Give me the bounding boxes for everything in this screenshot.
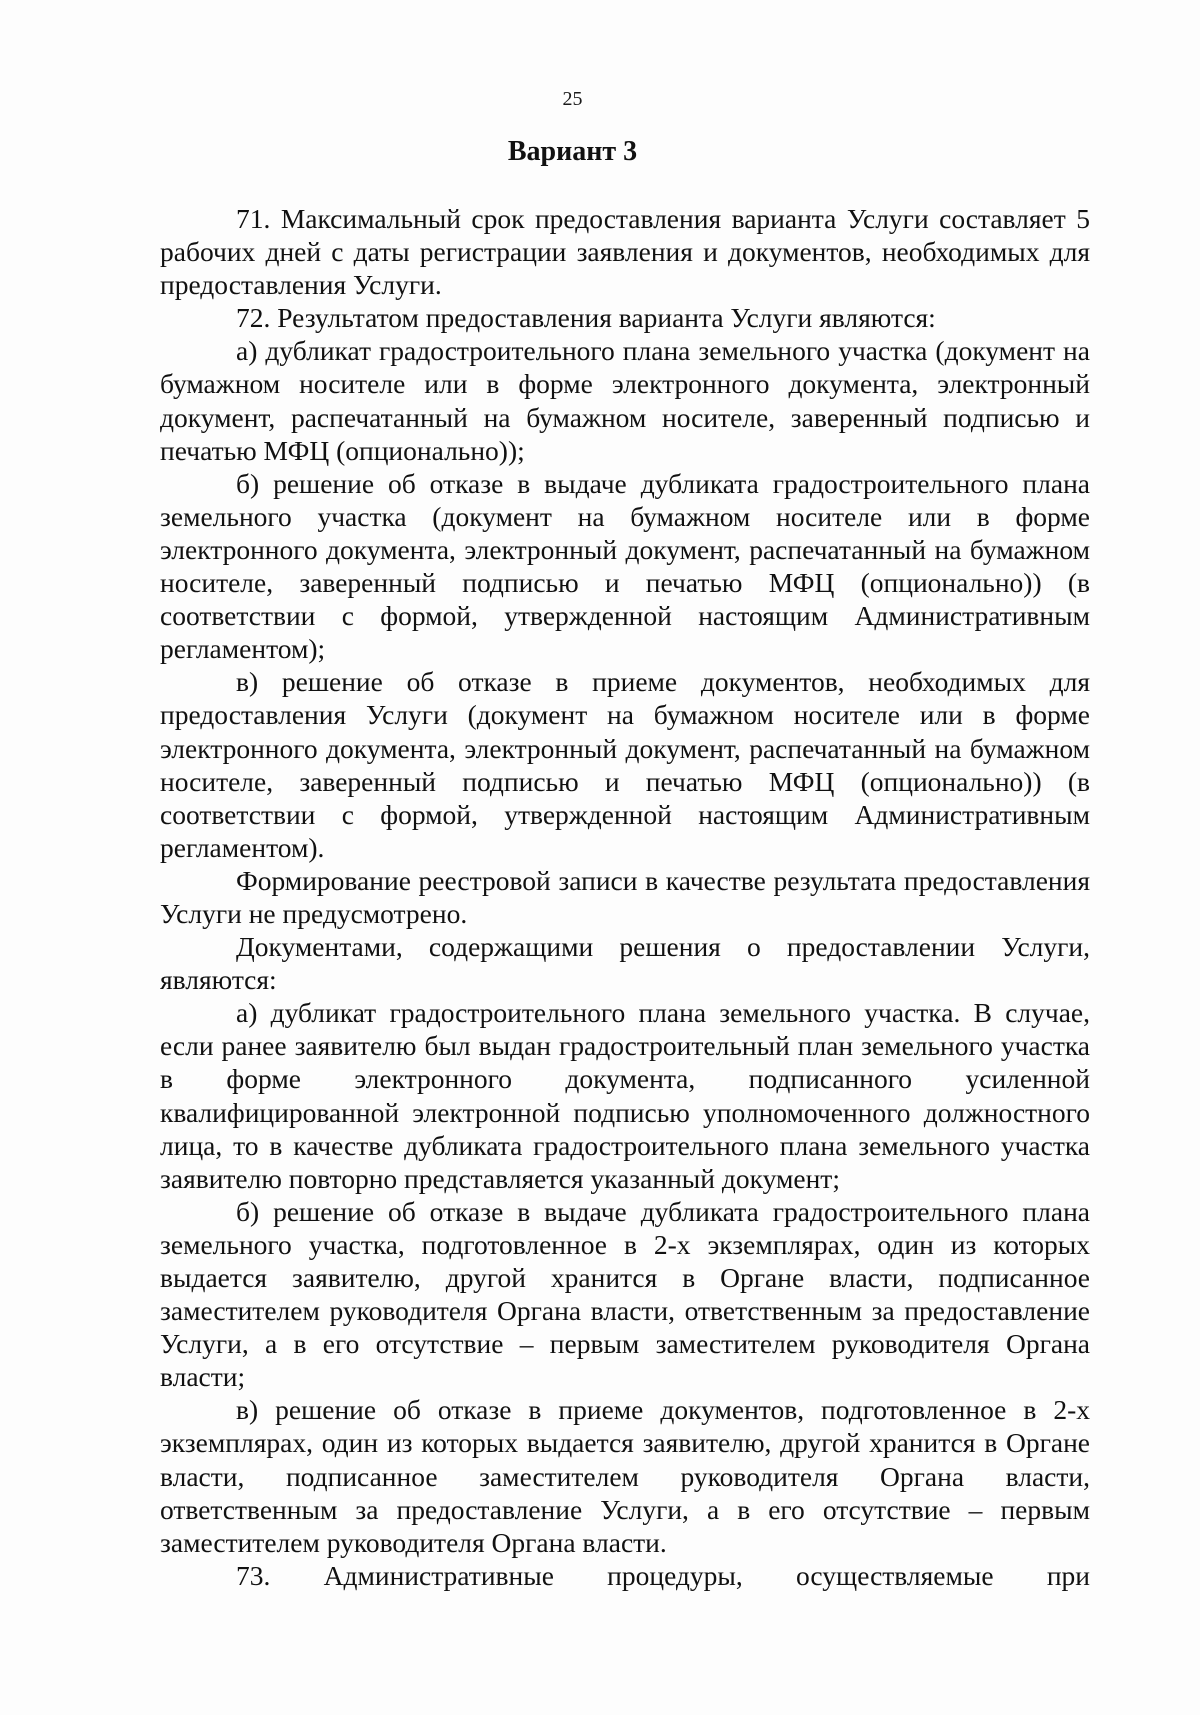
paragraph: в) решение об отказе в приеме документов, подготовленное в 2-х экземплярах, один из которых выдается заявителю, другой хранится в Органе власти, подписанное заместителем руководителя Органа власти, ответственным за предоставление Услуги, а в его отсутствие – первым заместителем руководителя Органа власти. (160, 1394, 1090, 1558)
paragraph: а) дубликат градостроительного плана земельного участка. В случае, если ранее заявителю был выдан градостроительный план земельного участка в форме электронного документа, подписанного усиленной квалифицированной электронной подписью уполномоченного должностного лица, то в качестве дубликата градостроительного плана земельного участка заявителю повторно представляется указанный документ; (160, 997, 1090, 1194)
paragraph: Формирование реестровой записи в качестве результата предоставления Услуги не предусмотрено. (160, 864, 1090, 929)
section-heading: Вариант 3 (507, 136, 638, 167)
paragraph: а) дубликат градостроительного плана земельного участка (документ на бумажном носителе или в форме электронного документа, электронный документ, распечатанный на бумажном носителе, заверенный подписью и печатью МФЦ (опционально)); (160, 335, 1090, 466)
document-body (160, 202, 1090, 1592)
paragraph: 73. Административные процедуры, осуществляемые при (236, 1559, 1090, 1591)
paragraph: б) решение об отказе в выдаче дубликата градостроительного плана земельного участка (документ на бумажном носителе или в форме электронного документа, электронный документ, распечатанный на бумажном носителе, заверенный подписью и печатью МФЦ (опционально)) (в соответствии с формой, утвержденной настоящим Административным регламентом); (160, 467, 1090, 665)
paragraph: б) решение об отказе в выдаче дубликата градостроительного плана земельного участка, подготовленное в 2-х экземплярах, один из которых выдается заявителю, другой хранится в Органе власти, подписанное заместителем руководителя Органа власти, ответственным за предоставление Услуги, а в его отсутствие – первым заместителем руководителя Органа власти; (160, 1195, 1090, 1393)
paragraph: 72. Результатом предоставления варианта Услуги являются: (236, 302, 936, 334)
page-number: 25 (562, 88, 583, 110)
paragraph: Документами, содержащими решения о предоставлении Услуги, являются: (160, 931, 1090, 996)
paragraph: в) решение об отказе в приеме документов, необходимых для предоставления Услуги (документ на бумажном носителе или в форме электронного документа, электронный документ, распечатанный на бумажном носителе, заверенный подписью и печатью МФЦ (опционально)) (в соответствии с формой, утвержденной настоящим Административным регламентом). (160, 666, 1090, 863)
paragraph: 71. Максимальный срок предоставления варианта Услуги составляет 5 рабочих дней с даты регистрации заявления и документов, необходимых для предоставления Услуги. (160, 203, 1090, 301)
